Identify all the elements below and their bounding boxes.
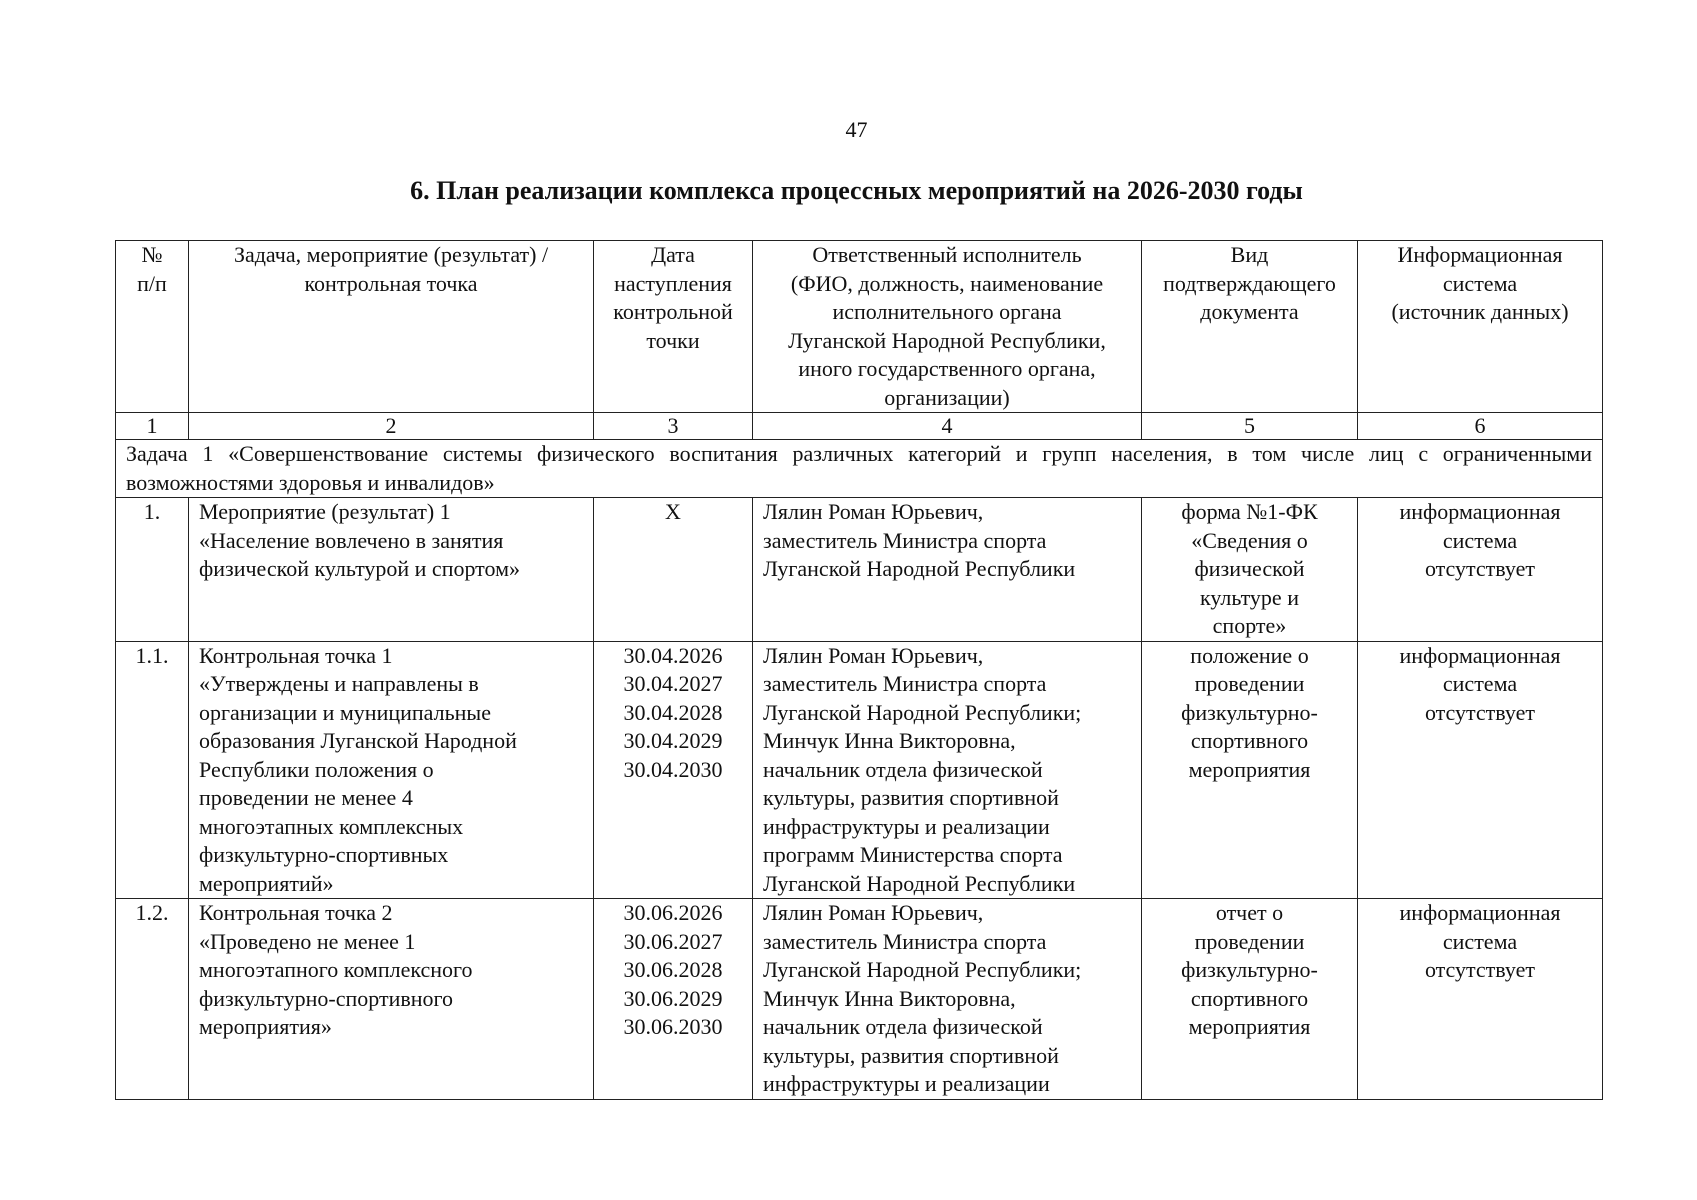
- header-cell-system: Информационная система (источник данных): [1358, 241, 1603, 413]
- row-number: 1.: [116, 498, 189, 642]
- row-item: Контрольная точка 2 «Проведено не менее 1 многоэтапного комплексного физкультурно-спортивного мероприятия»: [189, 899, 594, 1100]
- header-cell-document: Вид подтверждающего документа: [1142, 241, 1358, 413]
- row-dates: [594, 641, 753, 899]
- document-title: 6. План реализации комплекса процессных мероприятий на 2026-2030 годы: [410, 176, 1303, 205]
- row-responsible: Лялин Роман Юрьевич, заместитель Министра спорта Луганской Народной Республики; Минчук Инна Викторовна, начальник отдела физической культуры, развития спортивной инфраструктуры и реализации программ Министерства спорта Луганской Народной Республики: [753, 641, 1142, 899]
- date-value: 30.04.2029: [623, 728, 723, 753]
- date-value: 30.04.2028: [623, 699, 723, 725]
- header-cell-task: Задача, мероприятие (результат) / контрольная точка: [189, 241, 594, 413]
- row-dates: [594, 899, 753, 1100]
- row-item: Контрольная точка 1 «Утверждены и направлены в организации и муниципальные образования Луганской Народной Республики положения о проведении не менее 4 многоэтапных комплексных физкультурно-спортивных мероприятий»: [189, 641, 594, 899]
- row-responsible: Лялин Роман Юрьевич, заместитель Министра спорта Луганской Народной Республики: [753, 498, 1142, 642]
- column-number: 5: [1142, 413, 1358, 440]
- row-responsible: Лялин Роман Юрьевич, заместитель Министра спорта Луганской Народной Республики; Минчук Инна Викторовна, начальник отдела физической культуры, развития спортивной инфраструктуры и реализации: [753, 899, 1142, 1100]
- header-cell-responsible: Ответственный исполнитель (ФИО, должность, наименование исполнительного органа Луганской Народной Республики, иного государственного органа, организации): [753, 241, 1142, 413]
- table-row: [116, 641, 1603, 899]
- task-row: [116, 440, 1603, 498]
- column-number: 3: [594, 413, 753, 440]
- row-date: X: [594, 498, 753, 642]
- date-value: 30.06.2026: [623, 900, 723, 925]
- column-number: 6: [1358, 413, 1603, 440]
- row-system: информационная система отсутствует: [1358, 641, 1603, 899]
- date-value: 30.06.2027: [623, 928, 723, 954]
- date-value: 30.04.2030: [623, 756, 723, 782]
- date-value: 30.04.2026: [623, 642, 723, 668]
- row-system: информационная система отсутствует: [1358, 498, 1603, 642]
- header-cell-number: № п/п: [116, 241, 189, 413]
- date-value: 30.06.2029: [623, 985, 723, 1011]
- table-header-row: [116, 241, 1603, 413]
- date-value: 30.06.2028: [623, 957, 723, 982]
- date-value: 30.06.2030: [623, 1014, 723, 1039]
- table-row: [116, 899, 1603, 1100]
- row-number: 1.2.: [116, 899, 189, 1100]
- column-number: 2: [189, 413, 594, 440]
- row-system: информационная система отсутствует: [1358, 899, 1603, 1100]
- row-document: положение о проведении физкультурно- спортивного мероприятия: [1142, 641, 1358, 899]
- column-number: 1: [116, 413, 189, 440]
- column-number: 4: [753, 413, 1142, 440]
- task-cell: Задача 1 «Совершенствование системы физического воспитания различных категорий и групп населения, в том числе лиц с ограниченными возможностями здоровья и инвалидов»: [116, 440, 1603, 498]
- plan-table: [115, 240, 1603, 1100]
- date-value: 30.04.2027: [623, 671, 723, 696]
- row-document: форма №1-ФК «Сведения о физической культуре и спорте»: [1142, 498, 1358, 642]
- row-document: отчет о проведении физкультурно- спортивного мероприятия: [1142, 899, 1358, 1100]
- column-number-row: [116, 413, 1603, 440]
- table-row: [116, 498, 1603, 642]
- page-number: 47: [845, 117, 868, 142]
- row-number: 1.1.: [116, 641, 189, 899]
- header-cell-date: Дата наступления контрольной точки: [594, 241, 753, 413]
- row-item: Мероприятие (результат) 1 «Население вовлечено в занятия физической культурой и спортом»: [189, 498, 594, 642]
